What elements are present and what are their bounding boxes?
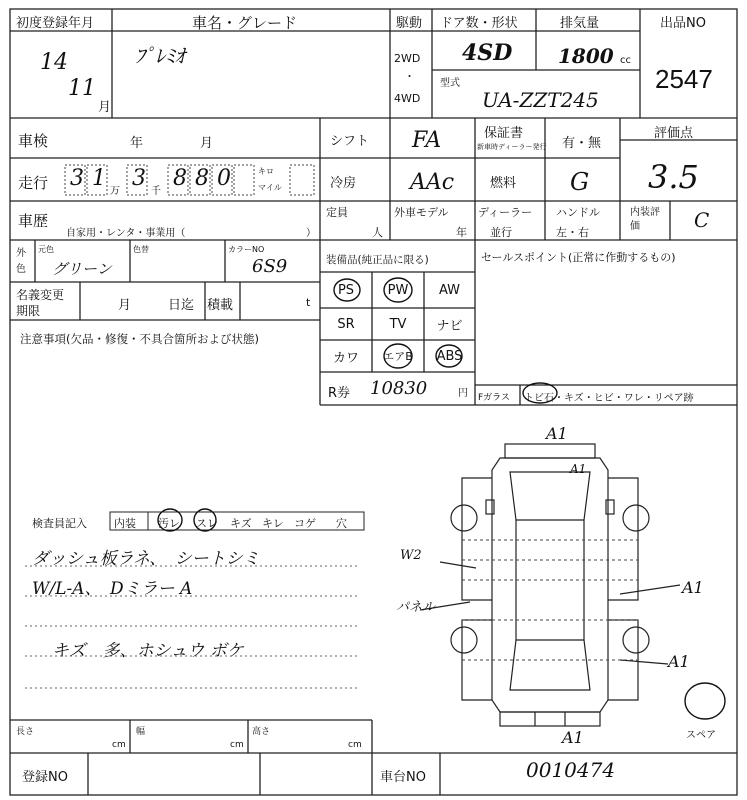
color-no-label: カラーNO <box>228 245 265 254</box>
warranty-label: 保証書 <box>484 126 524 141</box>
inspector-tag-dirt: 汚レ <box>158 517 180 530</box>
load-unit: t <box>306 296 311 309</box>
displacement-value: 1800 <box>558 44 614 68</box>
equip-ps: PS <box>337 282 355 298</box>
capacity-label: 定員 <box>326 206 348 219</box>
history-options: 自家用・レンタ・事業用（ <box>66 228 186 239</box>
capacity-unit: 人 <box>372 226 383 239</box>
dealer-label: ディーラー <box>478 206 533 219</box>
model-value: UA-ZZT245 <box>482 88 599 112</box>
width-label: 幅 <box>136 727 146 737</box>
reg-month: 11 <box>68 76 96 101</box>
aircon-value: AAc <box>410 170 455 195</box>
reg-date-label: 初度登録年月 <box>16 16 95 31</box>
doors-value: 4SD <box>462 40 513 66</box>
fuel-value: G <box>570 168 590 196</box>
height-cm: cm <box>348 740 362 750</box>
inspector-label: 検査員記入 <box>32 517 87 530</box>
doors-label: ドア数・形状 <box>440 16 518 31</box>
import-model-label: 外車モデル <box>394 206 449 219</box>
inspector-tag-scratch: キズ <box>230 517 252 530</box>
equipment-label: 装備品(純正品に限る) <box>326 254 429 266</box>
mileage-digit: 1 <box>92 166 106 191</box>
car-name: ﾌﾟﾚﾐｵ <box>135 44 185 68</box>
reg-no-label: 登録NO <box>22 770 68 785</box>
mileage-digit: 8 <box>195 166 209 191</box>
equip-navi: ナビ <box>436 318 463 334</box>
shaken-label: 車検 <box>18 132 49 150</box>
interior-label: 内装評価 <box>630 207 660 232</box>
km-unit: キロ <box>258 167 274 176</box>
original-color-label: 元色 <box>38 245 54 254</box>
inspector-tag-hole: 穴 <box>336 517 347 530</box>
length-label: 長さ <box>16 727 35 737</box>
reg-month-unit: 月 <box>98 100 112 115</box>
width-cm: cm <box>230 740 244 750</box>
equip-sr: SR <box>337 316 355 332</box>
inspector-tag-scuff: スレ <box>196 517 218 530</box>
dealer-value: 並行 <box>490 226 512 239</box>
score-label: 評価点 <box>654 126 694 141</box>
height-label: 高さ <box>252 727 271 737</box>
damage-mark-right: A1 <box>682 578 704 597</box>
inspector-tag-burn: コゲ <box>294 517 316 530</box>
exterior-color-label: 外色 <box>16 248 26 275</box>
reg-year: 14 <box>40 50 68 75</box>
shaken-year-unit: 年 <box>130 136 144 151</box>
chassis-value: 0010474 <box>526 758 616 782</box>
shaken-month-unit: 月 <box>200 136 214 151</box>
equip-aw: AW <box>438 282 461 298</box>
damage-mark-rear: A1 <box>562 728 584 747</box>
damage-mark-panel: パネル <box>396 600 436 615</box>
warranty-sub: 新車時ディーラー発行 <box>477 143 547 151</box>
inspector-tag-interior: 内装 <box>114 517 136 530</box>
inspector-note-line: W/L-A、 Dミラー A <box>32 579 193 599</box>
damage-mark-hood: A1 <box>570 462 587 476</box>
current-color-label: 色替 <box>133 245 149 254</box>
drive-4wd: 4WD <box>394 92 421 105</box>
handle-label: ハンドル <box>556 206 600 219</box>
load-label: 積載 <box>207 298 234 313</box>
inspector-note-line: ダッシュ板ラネ、 シートシミ <box>32 549 260 569</box>
inspector-note-line: キズ 多、ホシュウ ボケ <box>52 641 244 661</box>
equip-airbag: エアB <box>383 350 413 363</box>
handle-value: 左・右 <box>556 226 589 239</box>
spare-label: スペア <box>686 730 716 741</box>
history-label: 車歴 <box>18 212 49 230</box>
model-label: 型式 <box>440 78 460 89</box>
mileage-unit-man: 万 <box>110 186 120 197</box>
drive-label: 駆動 <box>396 16 423 31</box>
name-change-month: 月 <box>118 298 132 313</box>
equip-pw: PW <box>387 282 409 298</box>
recycle-unit: 円 <box>458 388 468 399</box>
displacement-label: 排気量 <box>560 16 600 31</box>
score-value: 3.5 <box>648 158 699 196</box>
aircon-label: 冷房 <box>330 176 357 191</box>
lot-label: 出品NO <box>660 16 706 31</box>
equip-abs: ABS <box>436 348 463 364</box>
recycle-label: R券 <box>328 386 351 401</box>
lot-number: 2547 <box>655 64 713 94</box>
fuel-label: 燃料 <box>490 176 517 191</box>
length-cm: cm <box>112 740 126 750</box>
sales-point-label: セールスポイント(正常に作動するもの) <box>481 251 676 264</box>
name-change-label: 名義変更 <box>16 288 65 302</box>
interior-value: C <box>694 208 710 232</box>
chassis-label: 車台NO <box>380 770 426 785</box>
name-grade-label: 車名・グレード <box>192 14 298 32</box>
drive-dot: ・ <box>404 70 415 83</box>
mileage-unit-sen: 千 <box>151 186 161 197</box>
displacement-unit: cc <box>620 55 631 66</box>
damage-mark-right-rear: A1 <box>668 652 690 671</box>
damage-mark-left: W2 <box>400 548 422 563</box>
mileage-digit: 0 <box>217 166 231 191</box>
mileage-label: 走行 <box>18 174 49 192</box>
history-close: ） <box>306 228 316 239</box>
front-glass-label: Fガラス <box>478 393 510 403</box>
equip-tv: TV <box>389 316 407 332</box>
original-color-value: グリーン <box>52 260 112 278</box>
drive-2wd: 2WD <box>394 52 421 65</box>
inspector-tag-cut: キレ <box>262 517 284 530</box>
front-glass-options: トビ石・キズ・ヒビ・ワレ・リペア跡 <box>524 393 694 404</box>
notes-label: 注意事項(欠品・修復・不具合箇所および状態) <box>20 332 259 346</box>
mileage-digit: 8 <box>173 166 187 191</box>
mileage-digit: 3 <box>132 166 146 191</box>
warranty-options: 有・無 <box>562 136 602 151</box>
damage-mark-front: A1 <box>546 424 568 443</box>
recycle-value: 10830 <box>370 378 428 399</box>
mileage-digit: 3 <box>70 166 84 191</box>
color-no-value: 6S9 <box>252 256 288 277</box>
mile-unit: マイル <box>258 183 282 192</box>
shift-value: FA <box>412 128 442 153</box>
name-change-day: 日迄 <box>168 298 195 313</box>
equip-leather: カワ <box>332 350 359 366</box>
import-year-unit: 年 <box>456 226 467 239</box>
name-change-deadline-label: 期限 <box>16 304 41 318</box>
shift-label: シフト <box>330 134 370 149</box>
